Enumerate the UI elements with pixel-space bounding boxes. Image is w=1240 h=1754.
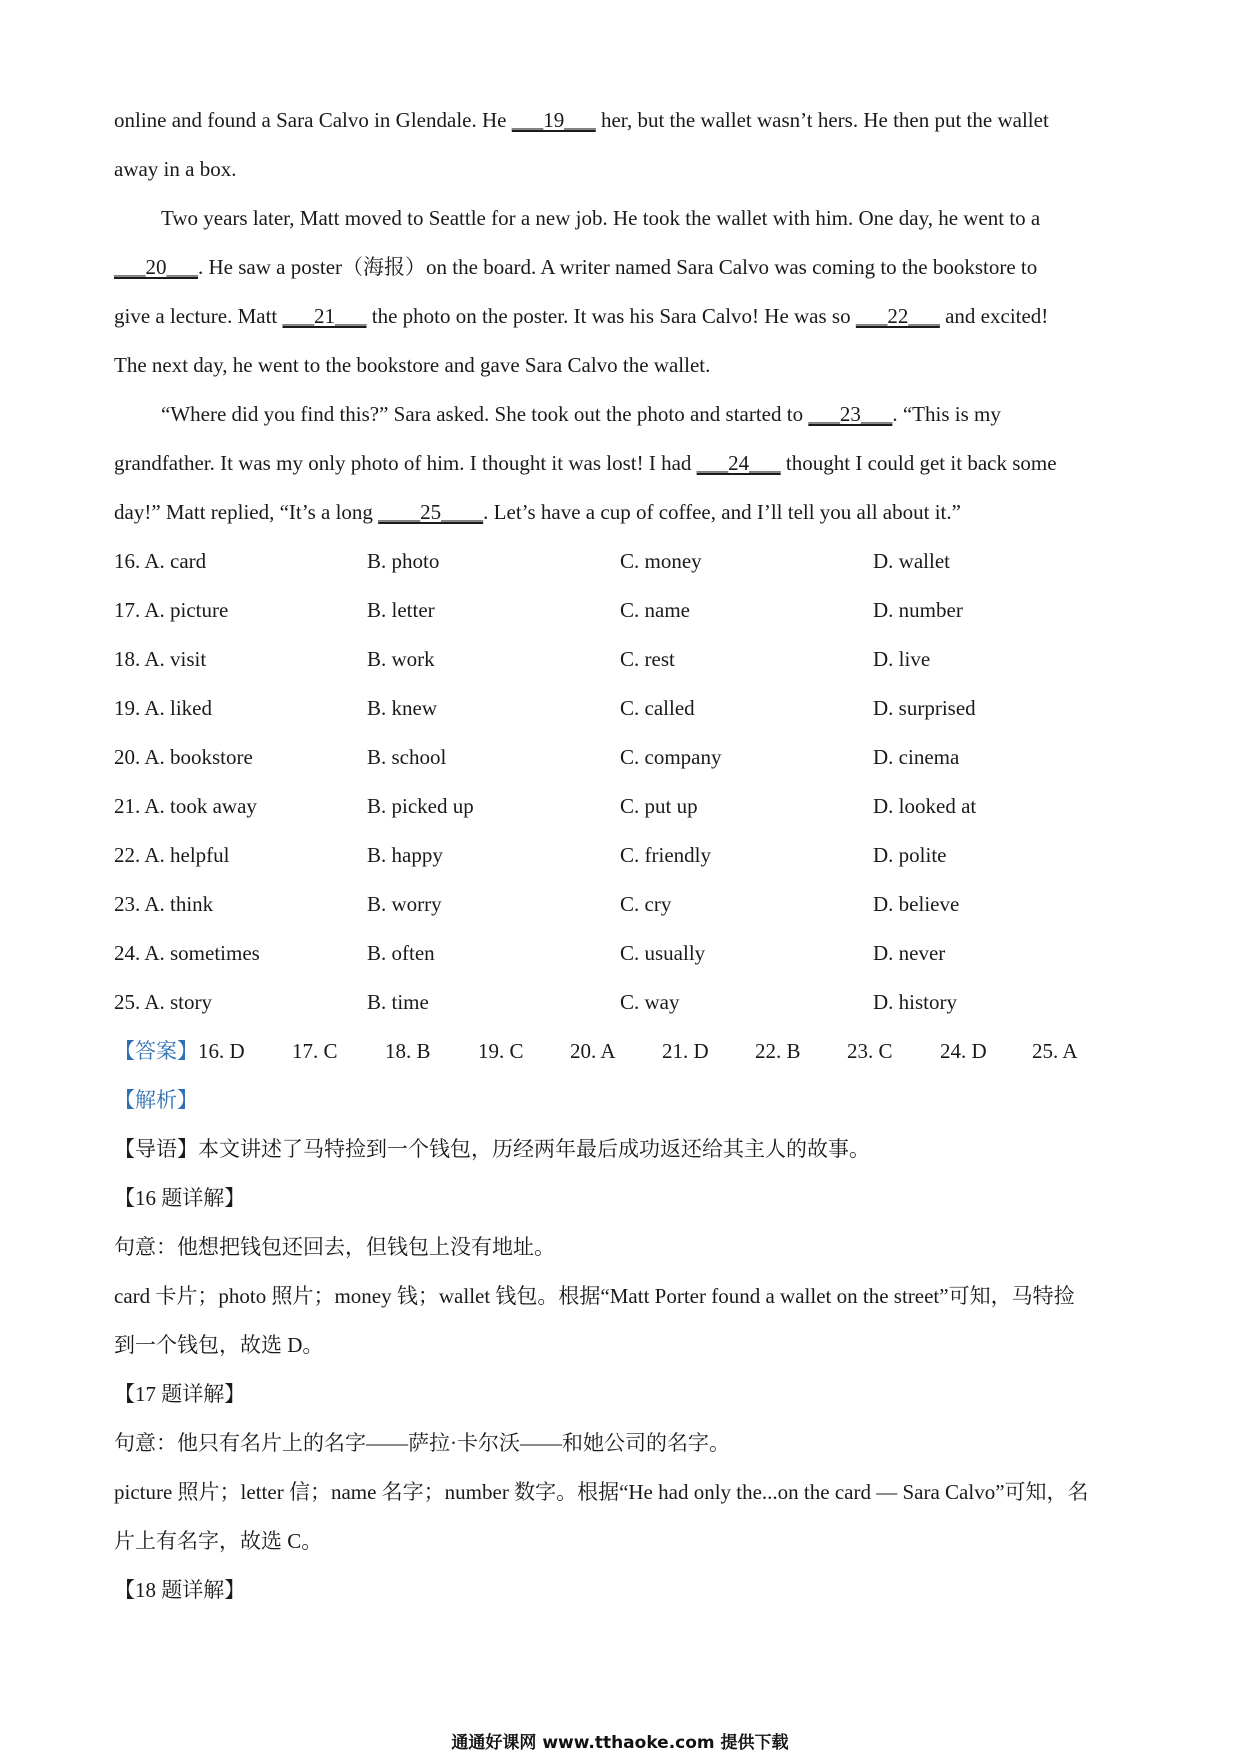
answer-item: 17. C (292, 1039, 338, 1063)
answer-item: 22. B (755, 1039, 801, 1063)
answer-item: 16. D (198, 1039, 245, 1063)
passage-line-4: ___20___. He saw a poster（海报）on the board. A writer named Sara Calvo was coming to the bookstore to (114, 255, 1038, 279)
passage-line-3: Two years later, Matt moved to Seattle for a new job. He took the wallet with him. One day, he went to a (161, 206, 1041, 230)
answer-item: 20. A (570, 1039, 616, 1063)
option-row-19: 19. A. liked B. knew C. called D. surprised (114, 696, 976, 720)
q17-meaning: 句意：他只有名片上的名字——萨拉·卡尔沃——和她公司的名字。 (114, 1431, 730, 1455)
option-row-16: 16. A. card B. photo C. money D. wallet (114, 549, 950, 573)
answer-item: 19. C (478, 1039, 524, 1063)
option-row-24: 24. A. sometimes B. often C. usually D. never (114, 941, 946, 965)
q16-detail-2: 到一个钱包，故选 D。 (114, 1333, 324, 1357)
options-list (114, 537, 1134, 1027)
q16-detail-1: card 卡片；photo 照片；money 钱；wallet 钱包。根据“Matt Porter found a wallet on the street”可知，马特捡 (114, 1284, 1075, 1308)
answer-label: 【答案】 (114, 1039, 198, 1063)
option-row-17: 17. A. picture B. letter C. name D. number (114, 598, 963, 622)
passage-line-2: away in a box. (114, 157, 237, 181)
option-row-18: 18. A. visit B. work C. rest D. live (114, 647, 931, 671)
analysis-label: 【解析】 (114, 1088, 198, 1112)
passage-line-9: day!” Matt replied, “It’s a long ____25____. Let’s have a cup of coffee, and I’ll tell you all about it.” (114, 500, 961, 524)
blank-25: ____25____ (378, 500, 484, 524)
blank-21: ___21___ (282, 304, 367, 328)
answer-item: 23. C (847, 1039, 893, 1063)
guide-text: 【导语】本文讲述了马特捡到一个钱包，历经两年最后成功返还给其主人的故事。 (114, 1137, 870, 1161)
option-row-21: 21. A. took away B. picked up C. put up D. looked at (114, 794, 977, 818)
passage-line-1: online and found a Sara Calvo in Glendale. He ___19___ her, but the wallet wasn’t hers. He then put the wallet (114, 108, 1049, 132)
answer-row (114, 1027, 1134, 1076)
option-row-25: 25. A. story B. time C. way D. history (114, 990, 957, 1014)
answer-item: 25. A (1032, 1039, 1078, 1063)
answer-item: 24. D (940, 1039, 987, 1063)
q17-title: 【17 题详解】 (114, 1382, 246, 1406)
answer-item: 18. B (385, 1039, 431, 1063)
answer-item: 21. D (662, 1039, 709, 1063)
blank-20: ___20___ (114, 255, 198, 279)
blank-22: ___22___ (855, 304, 940, 328)
passage-line-7: “Where did you find this?” Sara asked. She took out the photo and started to ___23___. “This is my (161, 402, 1001, 426)
footer-source: 通通好课网 www.tthaoke.com 提供下载 (451, 1733, 789, 1753)
option-row-22: 22. A. helpful B. happy C. friendly D. polite (114, 843, 947, 867)
option-row-20: 20. A. bookstore B. school C. company D. cinema (114, 745, 960, 769)
blank-19: ___19___ (511, 108, 596, 132)
q17-detail-1: picture 照片；letter 信；name 名字；number 数字。根据“He had only the...on the card — Sara Calvo”可知，名 (114, 1480, 1089, 1504)
document-page (114, 96, 1134, 1615)
q18-title: 【18 题详解】 (114, 1578, 246, 1602)
passage-line-5: give a lecture. Matt ___21___ the photo on the poster. It was his Sara Calvo! He was so ___22___ and excited! (114, 304, 1049, 328)
q16-title: 【16 题详解】 (114, 1186, 246, 1210)
q17-detail-2: 片上有名字，故选 C。 (114, 1529, 323, 1553)
option-row-23: 23. A. think B. worry C. cry D. believe (114, 892, 960, 916)
passage-line-6: The next day, he went to the bookstore and gave Sara Calvo the wallet. (114, 353, 711, 377)
passage-line-8: grandfather. It was my only photo of him. I thought it was lost! I had ___24___ thought I could get it back some (114, 451, 1057, 475)
q16-meaning: 句意：他想把钱包还回去，但钱包上没有地址。 (114, 1235, 555, 1259)
blank-23: ___23___ (808, 402, 893, 426)
blank-24: ___24___ (696, 451, 781, 475)
